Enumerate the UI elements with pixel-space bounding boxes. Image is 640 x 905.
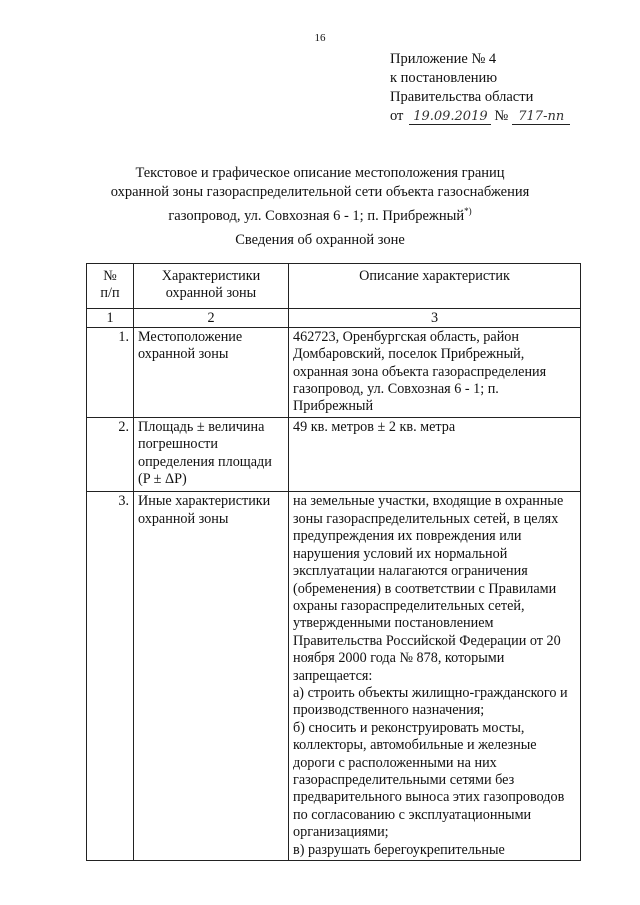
table-row bbox=[87, 417, 581, 492]
number-sign: № bbox=[494, 108, 509, 124]
appendix-header bbox=[390, 50, 570, 126]
table-row bbox=[87, 327, 581, 417]
row-number: 1. bbox=[87, 327, 134, 417]
handwritten-number: 717-пп bbox=[512, 110, 570, 125]
title-line-3-text: газопровод, ул. Совхозная 6 - 1; п. Прибрежный bbox=[168, 207, 465, 224]
appendix-line-1: Приложение № 4 bbox=[390, 51, 497, 67]
column-number-row bbox=[87, 308, 581, 327]
row-description: 49 кв. метров ± 2 кв. метра bbox=[289, 417, 581, 492]
header-characteristics: Характеристики охранной зоны bbox=[134, 264, 289, 309]
document-title bbox=[60, 164, 580, 226]
restriction-item-a: а) строить объекты жилищно-гражданского и производственного назначения; bbox=[293, 684, 568, 719]
restriction-item-b: б) сносить и реконструировать мосты, коллекторы, автомобильные и железные дороги с расположенными на них газораспределительными сетями без предварительного выноса этих газопроводов по согласованию с эксплуатационными организациями; bbox=[293, 719, 565, 841]
section-title: Сведения об охранной зоне bbox=[235, 232, 405, 248]
header-number: № п/п bbox=[87, 264, 134, 309]
row-description bbox=[289, 492, 581, 861]
column-number: 1 bbox=[87, 308, 134, 327]
footnote-mark: *) bbox=[464, 206, 472, 216]
appendix-line-2: к постановлению bbox=[390, 70, 498, 86]
title-line-1: Текстовое и графическое описание местоположения границ bbox=[135, 165, 505, 181]
table-header-row bbox=[87, 264, 581, 309]
zone-info-table bbox=[86, 263, 581, 861]
title-line-2: охранной зоны газораспределительной сети объекта газоснабжения bbox=[110, 184, 530, 200]
handwritten-date: 19.09.2019 bbox=[409, 110, 491, 125]
header-description: Описание характеристик bbox=[289, 264, 581, 309]
appendix-line-3: Правительства области bbox=[390, 89, 534, 105]
page-number: 16 bbox=[314, 32, 326, 44]
table-row bbox=[87, 492, 581, 861]
row-characteristic: Иные характеристики охранной зоны bbox=[134, 492, 289, 861]
title-line-3 bbox=[60, 202, 580, 226]
row-number: 2. bbox=[87, 417, 134, 492]
row-number: 3. bbox=[87, 492, 134, 861]
row-characteristic: Местоположение охранной зоны bbox=[134, 327, 289, 417]
row-characteristic-text: Площадь ± величина погрешности определения площади (P ± ΔP) bbox=[138, 418, 283, 488]
appendix-date-line bbox=[390, 107, 570, 126]
row-description: 462723, Оренбургская область, район Домбаровский, поселок Прибрежный, охранная зона объекта газораспределения газопровод, ул. Совхозная 6 - 1; п. Прибрежный bbox=[289, 327, 581, 417]
description-intro: на земельные участки, входящие в охранные зоны газораспределительных сетей, в целях предупреждения их повреждения или нарушения условий их нормальной эксплуатации налагаются ограничения (обременения) в соответствии с Правилами охраны газораспределительных сетей, утвержденными постановлением Правительства Российской Федерации от 20 ноября 2000 года № 878, которыми запрещается: bbox=[293, 493, 564, 684]
column-number: 3 bbox=[289, 308, 581, 327]
row-characteristic bbox=[134, 417, 289, 492]
date-prefix: от bbox=[390, 108, 404, 124]
column-number: 2 bbox=[134, 308, 289, 327]
restriction-item-c: в) разрушать берегоукрепительные bbox=[293, 841, 505, 858]
